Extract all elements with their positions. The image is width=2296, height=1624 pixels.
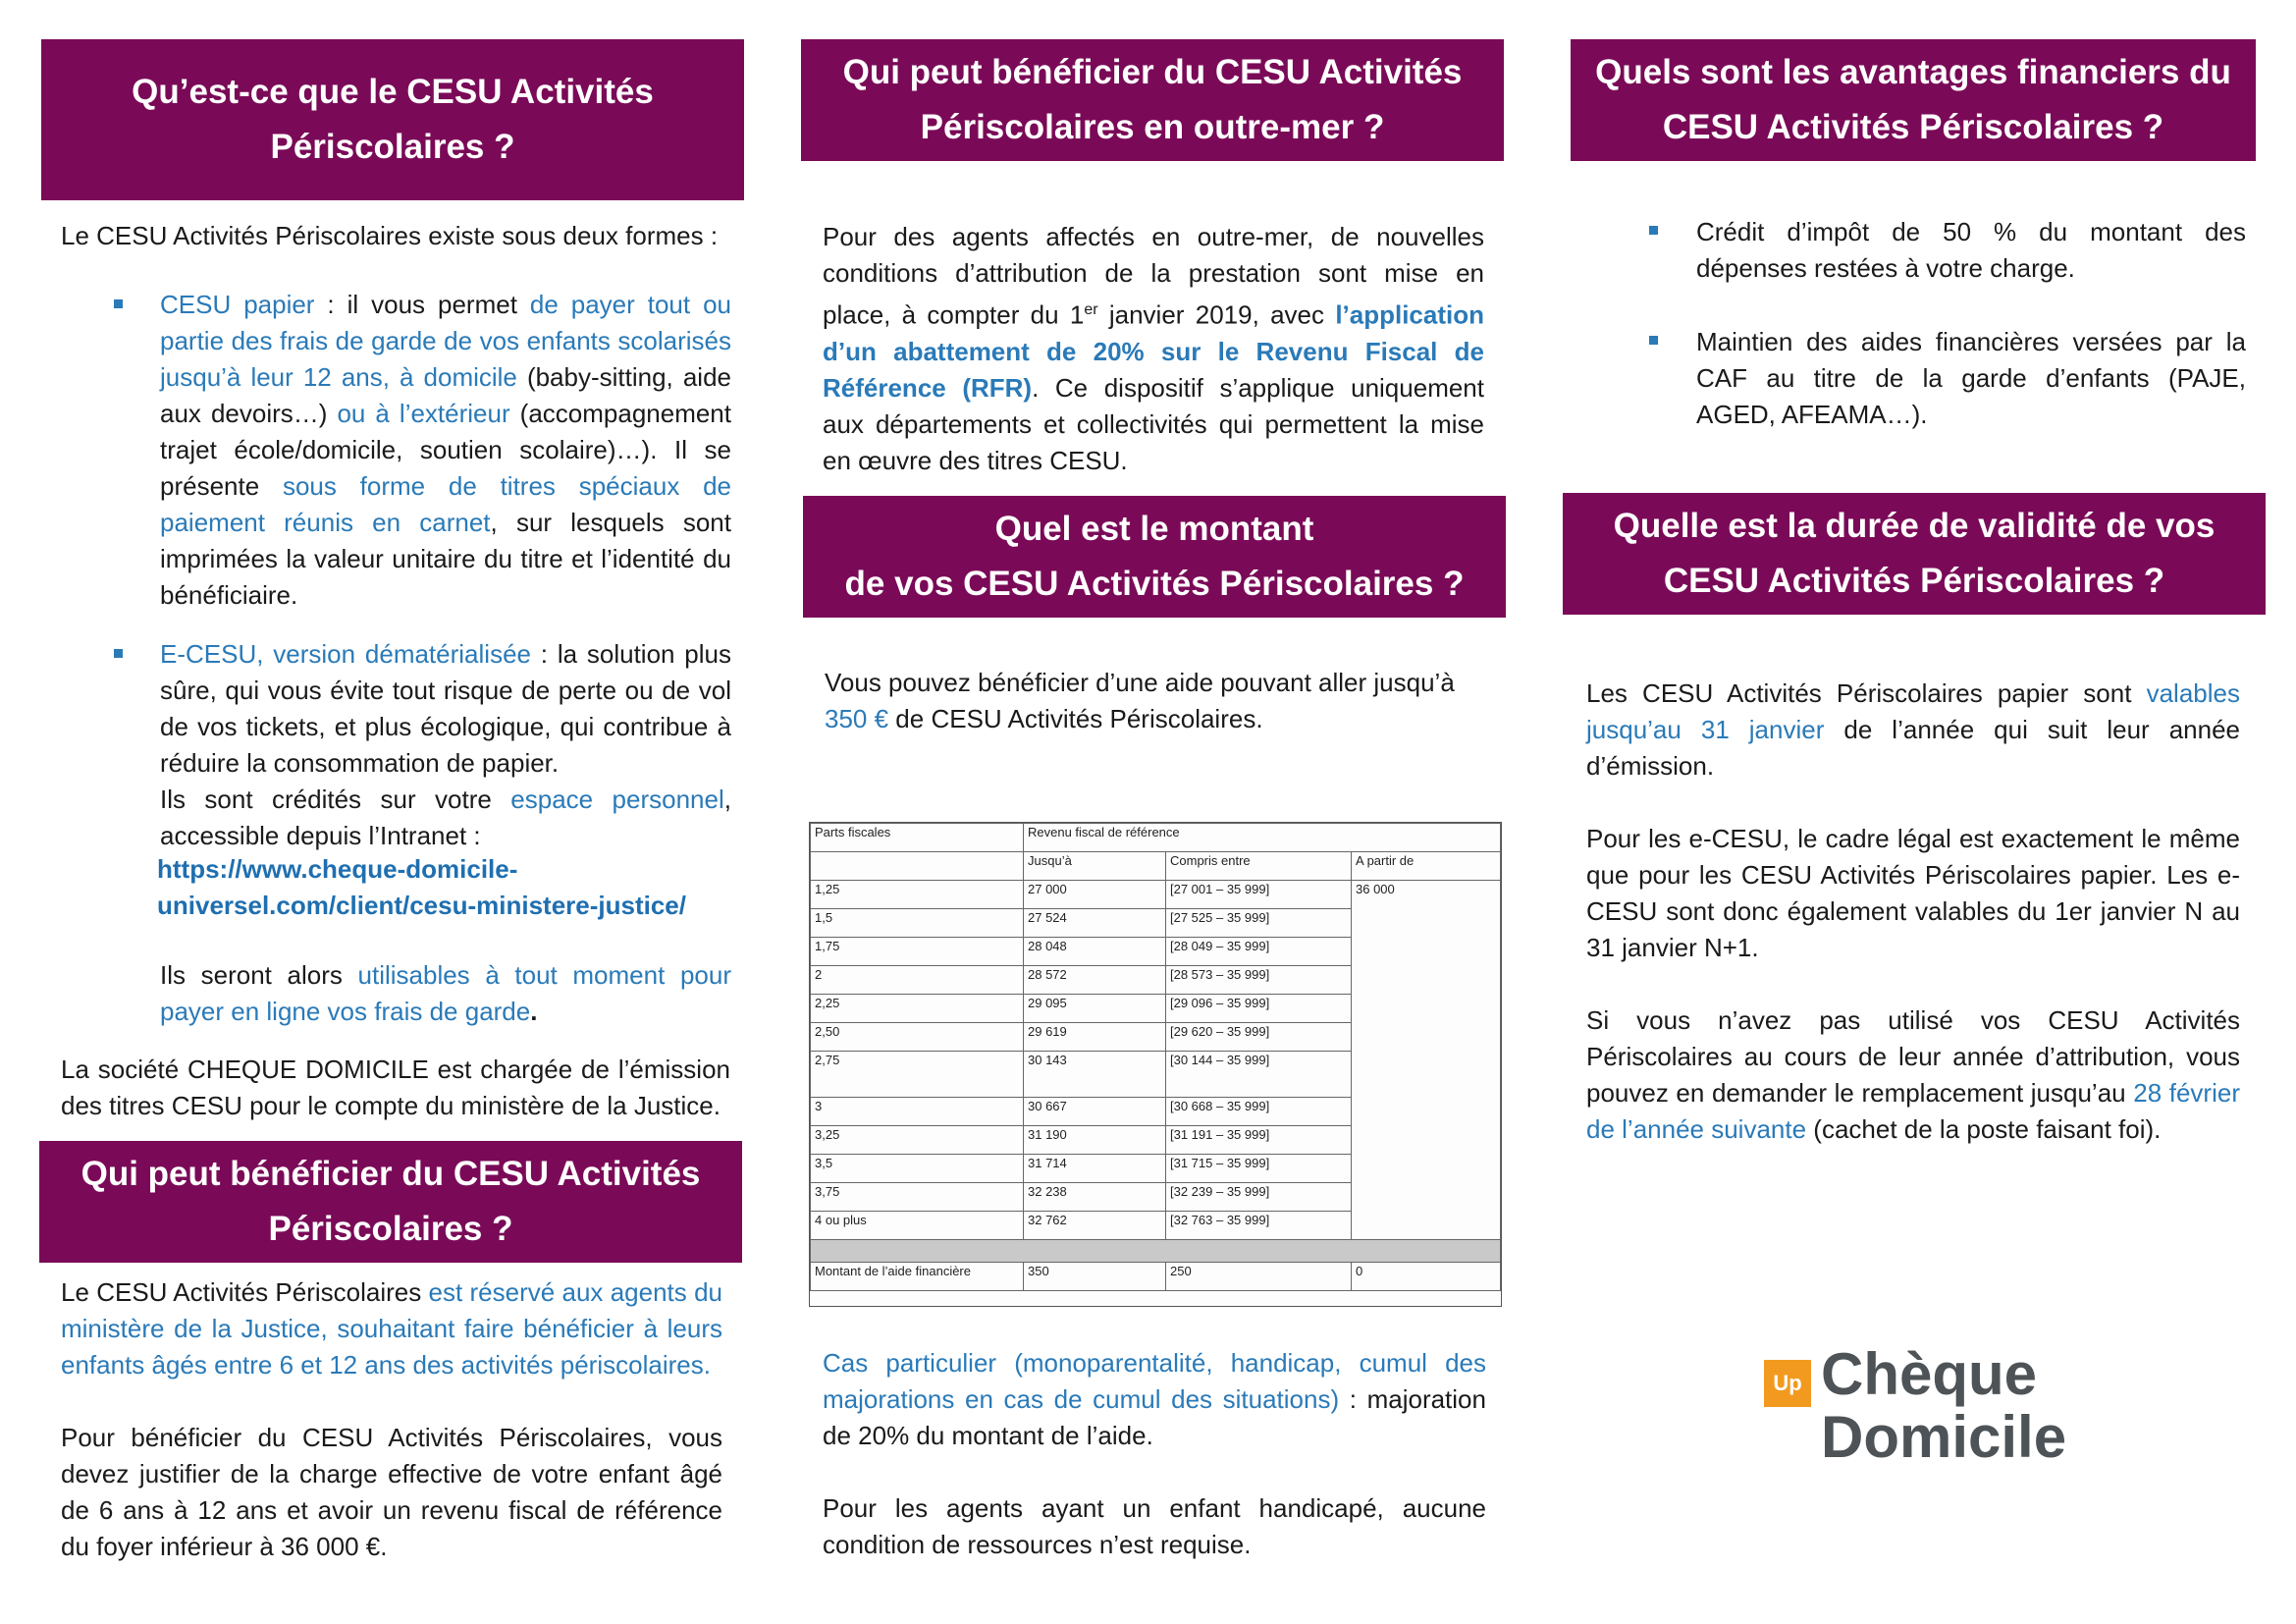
table-cell: 1,75 bbox=[811, 938, 1024, 966]
bullet-icon bbox=[114, 649, 123, 658]
logo-line: Chèque bbox=[1821, 1341, 2038, 1407]
table-cell: 3,25 bbox=[811, 1126, 1024, 1155]
table-cell: [31 191 – 35 999] bbox=[1166, 1126, 1352, 1155]
text-run: Si vous n’avez pas utilisé vos CESU Activités Périscolaires au cours de leur année d’attribution, vous pouvez en demander le remplacement jusqu’au bbox=[1586, 1005, 2240, 1108]
table-cell: [29 096 – 35 999] bbox=[1166, 995, 1352, 1023]
table-cell: 30 143 bbox=[1024, 1052, 1166, 1098]
text-run: (accompagnement trajet école/domicile, soutien scolaire)…). Il se présente bbox=[160, 399, 731, 501]
intro-paragraph: Le CESU Activités Périscolaires existe sous deux formes : bbox=[61, 221, 719, 250]
e-cesu-usage-text bbox=[160, 957, 731, 1030]
text-run: ou à l’extérieur bbox=[337, 399, 510, 428]
table-header: Compris entre bbox=[1166, 852, 1352, 881]
text-run: (baby-sitting, aide aux devoirs…) bbox=[160, 362, 731, 428]
table-cell: 3,75 bbox=[811, 1183, 1024, 1212]
text-run: : la solution plus sûre, qui vous évite tout risque de perte ou de vol de vos tickets, et plus écologique, qui contribue à réduire la consommation de papier. bbox=[160, 639, 731, 778]
avantage-credit-text bbox=[1696, 214, 2246, 287]
table-cell: 29 095 bbox=[1024, 995, 1166, 1023]
text-run: Vous pouvez bénéficier d’une aide pouvant aller jusqu’à bbox=[825, 668, 1455, 697]
table-cell: [29 620 – 35 999] bbox=[1166, 1023, 1352, 1052]
header-line: CESU Activités Périscolaires ? bbox=[1663, 562, 2165, 600]
text-run: Les CESU Activités Périscolaires papier sont bbox=[1586, 678, 2147, 708]
montant-text bbox=[825, 665, 1492, 737]
table-cell: 32 762 bbox=[1024, 1212, 1166, 1240]
header-what-is-cesu bbox=[41, 39, 744, 200]
cesu-papier-text bbox=[160, 287, 731, 614]
avantage-caf-text bbox=[1696, 324, 2246, 433]
text-run: : il vous permet bbox=[314, 290, 530, 319]
table-separator bbox=[811, 1240, 1501, 1263]
header-line: Périscolaires en outre-mer ? bbox=[920, 108, 1385, 146]
table-cell: [28 573 – 35 999] bbox=[1166, 966, 1352, 995]
table-row bbox=[811, 1263, 1501, 1291]
text-run: , sur lesquels sont imprimées la valeur unitaire du titre et l’identité du bénéficiaire. bbox=[160, 508, 731, 610]
text-run: Cas particulier (monoparentalité, handicap, cumul des majorations en cas de cumul des situations) bbox=[823, 1348, 1486, 1414]
table-cell: 2,50 bbox=[811, 1023, 1024, 1052]
table-cell: [32 239 – 35 999] bbox=[1166, 1183, 1352, 1212]
table-cell: 3,5 bbox=[811, 1155, 1024, 1183]
text-run: Pour des agents affectés en outre-mer, de nouvelles conditions d’attribution de la prestation sont mise en place, à compter du 1 bbox=[823, 222, 1484, 330]
income-table bbox=[809, 822, 1502, 1307]
special-case-text bbox=[823, 1345, 1486, 1563]
text-run: espace personnel bbox=[510, 785, 724, 814]
header-line: Quels sont les avantages financiers du bbox=[1595, 53, 2231, 91]
text-run: E-CESU, version dématérialisée bbox=[160, 639, 531, 669]
text-run: de payer tout ou partie des frais de garde de vos enfants scolarisés jusqu’à leur 12 ans, à domicile bbox=[160, 290, 731, 392]
header-line: CESU Activités Périscolaires ? bbox=[1662, 108, 2164, 146]
table-cell: 28 048 bbox=[1024, 938, 1166, 966]
table-cell: 27 000 bbox=[1024, 881, 1166, 909]
table-cell: [30 668 – 35 999] bbox=[1166, 1098, 1352, 1126]
table-cell: 31 714 bbox=[1024, 1155, 1166, 1183]
outro-paragraph: La société CHEQUE DOMICILE est chargée de l’émission des titres CESU pour le compte du ministère de la Justice. bbox=[61, 1055, 730, 1120]
table-cell: [30 144 – 35 999] bbox=[1166, 1052, 1352, 1098]
outre-mer-text bbox=[823, 219, 1484, 479]
text-run: Ils sont crédités sur votre bbox=[160, 785, 511, 814]
header-line: Quelle est la durée de validité de vos bbox=[1613, 507, 2216, 545]
text-run: er bbox=[1084, 301, 1098, 318]
text-run: de l’année qui suit leur année d’émission. bbox=[1586, 715, 2240, 781]
table-cell bbox=[811, 852, 1024, 881]
text-run: (cachet de la poste faisant foi). bbox=[1806, 1114, 2162, 1144]
text-run: sous forme de titres spéciaux de paiement réunis en carnet bbox=[160, 471, 732, 537]
table-cell: 28 572 bbox=[1024, 966, 1166, 995]
table-cell: 27 524 bbox=[1024, 909, 1166, 938]
table-cell: 250 bbox=[1166, 1263, 1352, 1291]
e-cesu-validity-paragraph: Pour les e-CESU, le cadre légal est exactement le même que pour les CESU Activités Périscolaires papier. Les e-CESU sont donc également valables du 1er janvier N au 31 janvier N+1. bbox=[1586, 824, 2240, 962]
table-cell: 30 667 bbox=[1024, 1098, 1166, 1126]
table-cell: 1,25 bbox=[811, 881, 1024, 909]
logo-mark-text: Up bbox=[1773, 1371, 1802, 1395]
link-line[interactable]: https://www.cheque-domicile- bbox=[157, 854, 518, 884]
text-run: , accessible depuis l’Intranet : bbox=[160, 785, 731, 850]
table-cell: 32 238 bbox=[1024, 1183, 1166, 1212]
text-run: 350 € bbox=[825, 704, 889, 733]
text-run: l’application d’un abattement de 20% sur le Revenu Fiscal de Référence (RFR) bbox=[823, 299, 1484, 403]
table-cell: 31 190 bbox=[1024, 1126, 1166, 1155]
table-header: A partir de bbox=[1352, 852, 1501, 881]
table-cell: 4 ou plus bbox=[811, 1212, 1024, 1240]
eligibility-paragraph: Pour bénéficier du CESU Activités Périscolaires, vous devez justifier de la charge effective de votre enfant âgé de 6 ans à 12 ans et avoir un revenu fiscal de référence du foyer inférieur à 36 000 €. bbox=[61, 1423, 722, 1561]
text-run: utilisables à tout moment pour payer en ligne vos frais de garde bbox=[160, 960, 731, 1026]
header-who-benefits bbox=[39, 1141, 742, 1263]
text-run: valables jusqu’au 31 janvier bbox=[1586, 678, 2240, 744]
cheque-domicile-text bbox=[61, 1052, 730, 1124]
cheque-domicile-logo bbox=[1821, 1343, 2066, 1469]
e-cesu-link[interactable] bbox=[157, 851, 746, 924]
logo-line: Domicile bbox=[1821, 1404, 2067, 1470]
table-cell: [32 763 – 35 999] bbox=[1166, 1212, 1352, 1240]
table-cell: 350 bbox=[1024, 1263, 1166, 1291]
validite-text bbox=[1586, 676, 2240, 1148]
text-run: Ils seront alors bbox=[160, 960, 358, 990]
who-benefits-text bbox=[61, 1274, 722, 1565]
header-line: de vos CESU Activités Périscolaires ? bbox=[844, 565, 1465, 603]
table-header: Jusqu’à bbox=[1024, 852, 1166, 881]
text-run: : majoration de 20% du montant de l’aide. bbox=[823, 1384, 1486, 1450]
table-header: Revenu fiscal de référence bbox=[1024, 824, 1501, 852]
text-run: de CESU Activités Périscolaires. bbox=[888, 704, 1263, 733]
text-run: janvier 2019, avec bbox=[1097, 299, 1336, 330]
e-cesu-text bbox=[160, 636, 731, 854]
bullet-icon bbox=[114, 299, 123, 308]
text-run: CESU papier bbox=[160, 290, 315, 319]
text-run: Le CESU Activités Périscolaires bbox=[61, 1277, 429, 1307]
text-run: . bbox=[530, 997, 538, 1026]
table-cell: Montant de l’aide financière bbox=[811, 1263, 1024, 1291]
header-line: Qui peut bénéficier du CESU Activités bbox=[80, 1155, 701, 1193]
header-line: Périscolaires ? bbox=[270, 128, 515, 166]
table-cell: 2,75 bbox=[811, 1052, 1024, 1098]
table-cell bbox=[1352, 881, 1501, 1240]
header-line: Qu’est-ce que le CESU Activités bbox=[132, 73, 654, 111]
link-line[interactable]: universel.com/client/cesu-ministere-justice/ bbox=[157, 891, 686, 920]
table-row bbox=[811, 881, 1501, 909]
intro-text bbox=[61, 218, 728, 254]
text-run: est réservé aux agents du ministère de la Justice, souhaitant faire bénéficier à leurs enfants âgés entre 6 et 12 ans des activités périscolaires. bbox=[61, 1277, 722, 1380]
header-outre-mer bbox=[801, 39, 1504, 161]
table-cell: 0 bbox=[1352, 1263, 1501, 1291]
table-cell: [28 049 – 35 999] bbox=[1166, 938, 1352, 966]
text-run: 28 février de l’année suivante bbox=[1586, 1078, 2240, 1144]
header-validite bbox=[1563, 493, 2266, 615]
table-cell: 2 bbox=[811, 966, 1024, 995]
header-line: Qui peut bénéficier du CESU Activités bbox=[842, 53, 1463, 91]
bullet-icon bbox=[1649, 226, 1658, 235]
advantage-item: Maintien des aides financières versées par la CAF au titre de la garde d’enfants (PAJE, AGED, AFEAMA…). bbox=[1696, 327, 2246, 429]
table-cell: 2,25 bbox=[811, 995, 1024, 1023]
up-logo-icon bbox=[1764, 1360, 1811, 1407]
header-line: Quel est le montant bbox=[994, 510, 1314, 548]
table-cell: [31 715 – 35 999] bbox=[1166, 1155, 1352, 1183]
table-cell: 29 619 bbox=[1024, 1023, 1166, 1052]
table-header: Parts fiscales bbox=[811, 824, 1024, 852]
header-montant bbox=[803, 496, 1506, 618]
bullet-icon bbox=[1649, 336, 1658, 345]
table-cell: 1,5 bbox=[811, 909, 1024, 938]
header-avantages bbox=[1571, 39, 2256, 161]
threshold-value: 36 000 bbox=[1356, 882, 1395, 896]
table-cell: [27 525 – 35 999] bbox=[1166, 909, 1352, 938]
table-cell: [27 001 – 35 999] bbox=[1166, 881, 1352, 909]
advantage-item: Crédit d’impôt de 50 % du montant des dépenses restées à votre charge. bbox=[1696, 217, 2246, 283]
text-run: . Ce dispositif s’applique uniquement aux départements et collectivités qui permettent la mise en œuvre des titres CESU. bbox=[823, 372, 1484, 475]
header-line: Périscolaires ? bbox=[268, 1210, 513, 1248]
handicap-paragraph: Pour les agents ayant un enfant handicapé, aucune condition de ressources n’est requise. bbox=[823, 1493, 1486, 1559]
table-cell: 3 bbox=[811, 1098, 1024, 1126]
